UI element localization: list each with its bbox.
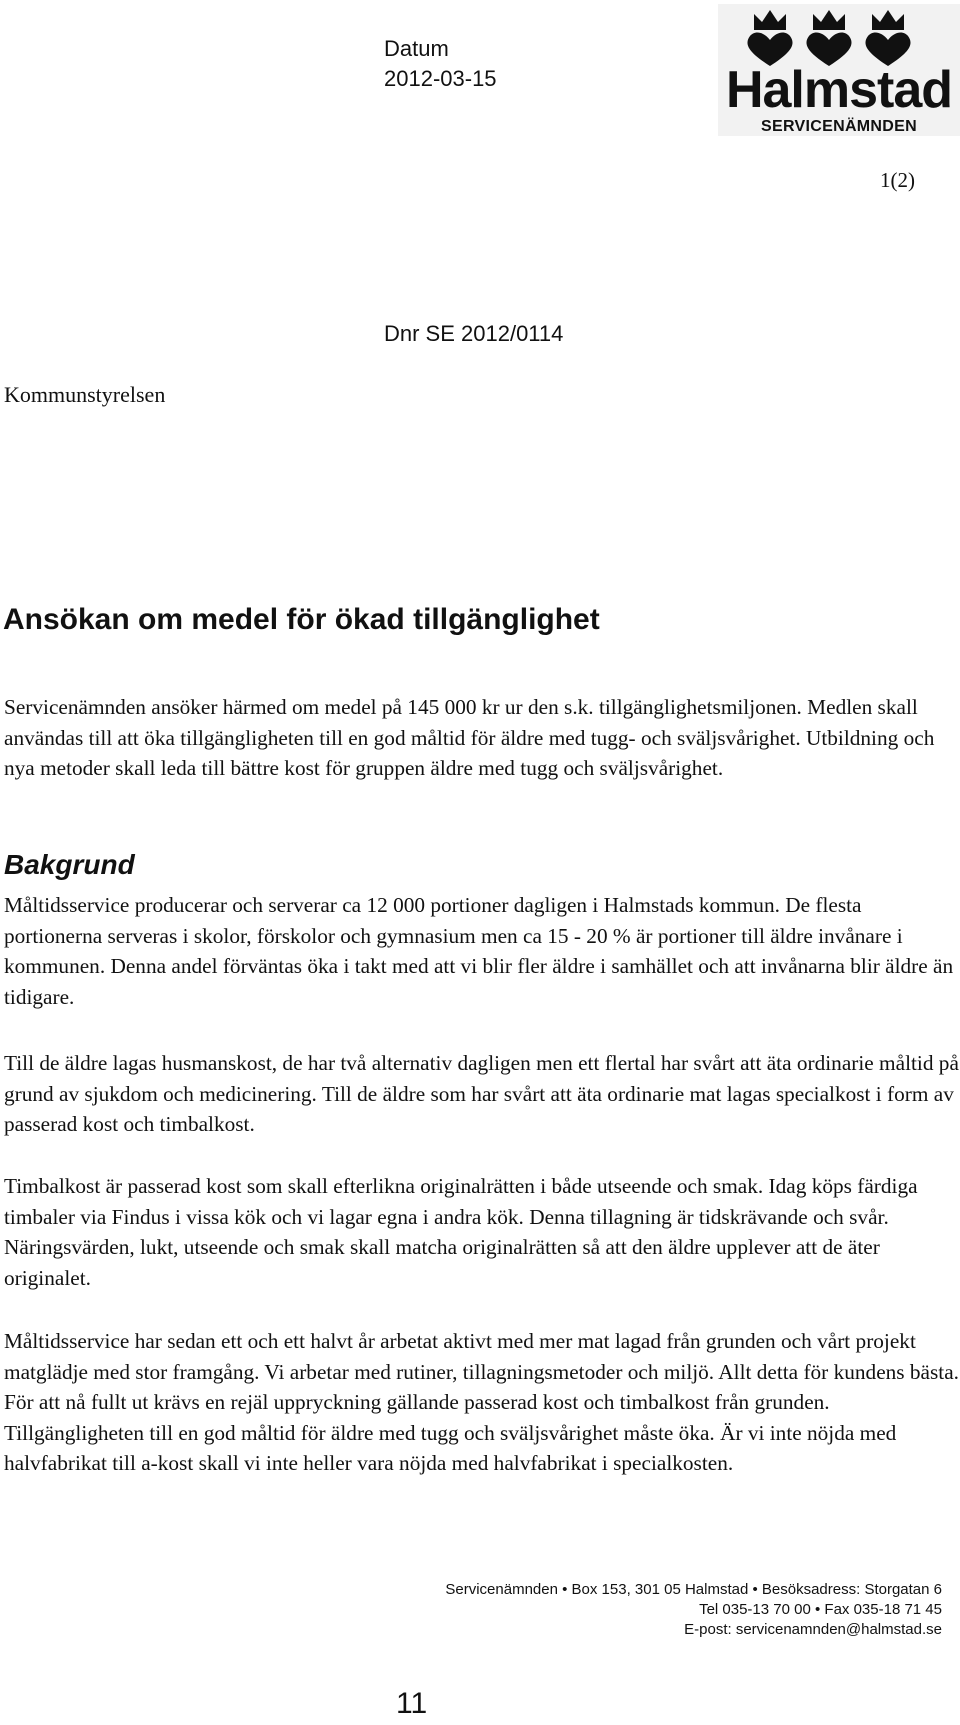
date-label: Datum bbox=[384, 36, 449, 61]
logo-wordmark: Halmstad bbox=[725, 61, 953, 119]
halmstad-logo bbox=[718, 4, 960, 136]
body-paragraph-4: Måltidsservice har sedan ett och ett halvt år arbetat aktivt med mer mat lagad från grunden och vårt projekt matglädje med stor framgång. Vi arbetar med rutiner, tillagningsmetoder och miljö. Allt detta för kundens bästa. För att nå fullt ut krävs en rejäl uppryckning gällande passerad kost och timbalkost från grunden. Tillgängligheten till en god måltid för äldre med tugg och sväljsvårighet måste öka. Är vi inte nöjda med halvfabrikat till a-kost skall vi inte heller vara nöjda med halvfabrikat i specialkosten. bbox=[4, 1329, 959, 1475]
recipient: Kommunstyrelsen bbox=[4, 382, 166, 407]
footer-phone: Tel 035-13 70 00 • Fax 035-18 71 45 bbox=[699, 1601, 942, 1618]
footer-email[interactable]: E-post: servicenamnden@halmstad.se bbox=[684, 1621, 942, 1638]
page-number: 11 bbox=[396, 1687, 428, 1720]
body-paragraph-1: Måltidsservice producerar och serverar ca 12 000 portioner dagligen i Halmstads kommun. De flesta portionerna serveras i skolor, förskolor och gymnasium men ca 15 - 20 % är portioner till äldre invånare i kommunen. Denna andel förväntas öka i takt med att vi blir fler äldre i samhället och att invånarna blir äldre än tidigare. bbox=[4, 893, 954, 1009]
crown-hearts-icon bbox=[718, 4, 960, 68]
body-paragraph-3: Timbalkost är passerad kost som skall efterlikna originalrätten i både utseende och smak. Idag köps färdiga timbaler via Findus i vissa kök och vi lagar egna i andra kök. Denna tillagning är tidskrävande och svår. Näringsvärden, lukt, utseende och smak skall matcha originalrätten så att den äldre upplever att de äter originalet. bbox=[4, 1174, 918, 1290]
date-value: 2012-03-15 bbox=[384, 66, 497, 91]
logo-department: SERVICENÄMNDEN bbox=[761, 118, 917, 135]
footer-address: Servicenämnden • Box 153, 301 05 Halmstad • Besöksadress: Storgatan 6 bbox=[445, 1581, 942, 1598]
footer-contact bbox=[445, 1580, 942, 1640]
body-paragraph-2: Till de äldre lagas husmanskost, de har två alternativ dagligen men ett flertal har svårt att äta ordinarie måltid på grund av sjukdom och medicinering. Till de äldre som har svårt att äta ordinarie mat lagas specialkost i form av passerad kost och timbalkost. bbox=[4, 1051, 959, 1136]
document-title: Ansökan om medel för ökad tillgänglighet bbox=[3, 603, 600, 636]
page-indicator: 1(2) bbox=[880, 168, 915, 192]
section-heading: Bakgrund bbox=[4, 849, 135, 880]
intro-paragraph: Servicenämnden ansöker härmed om medel på 145 000 kr ur den s.k. tillgänglighetsmiljonen. Medlen skall användas till att öka tillgängligheten till en god måltid för äldre med tugg- och sväljsvårighet. Utbildning och nya metoder skall leda till bättre kost för gruppen äldre med tugg och sväljsvårighet. bbox=[4, 695, 935, 780]
reference-number: Dnr SE 2012/0114 bbox=[384, 321, 564, 346]
